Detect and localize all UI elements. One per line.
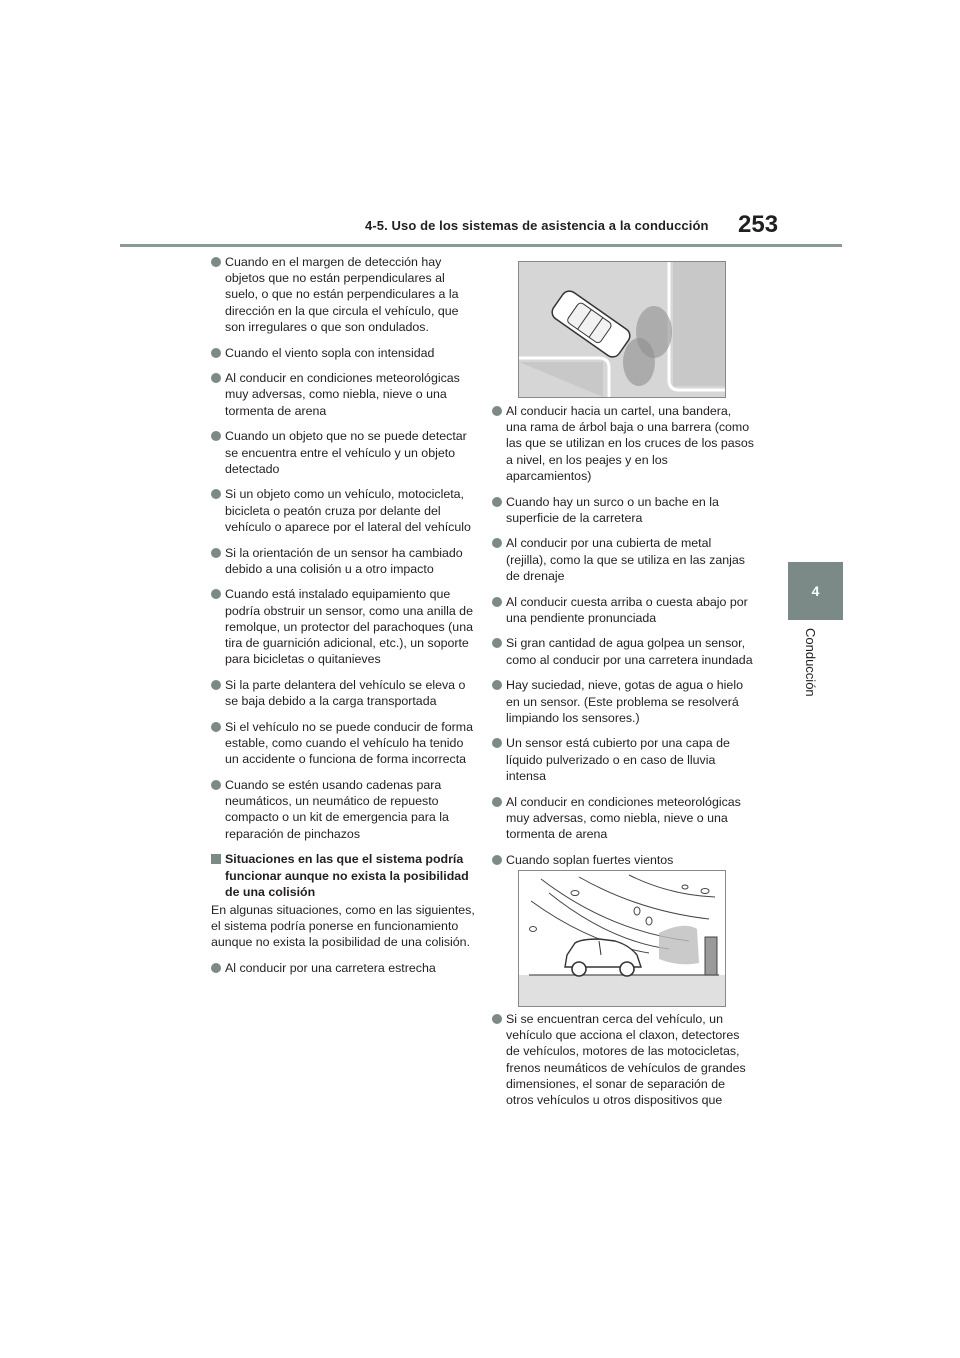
- chapter-tab[interactable]: [788, 562, 843, 620]
- square-bullet-icon: [211, 854, 221, 864]
- wind-car-icon: [519, 871, 725, 1006]
- list-item: [492, 794, 754, 843]
- list-item-text: Al conducir hacia un cartel, una bandera, una rama de árbol baja o una barrera (como las que se utilizan en los cruces de los pasos a nivel, en los peajes y en los aparcamientos): [506, 404, 754, 483]
- list-item: [211, 545, 476, 577]
- narrow-road-illustration: [518, 261, 726, 398]
- list-item-text: Al conducir cuesta arriba o cuesta abajo por una pendiente pronunciada: [506, 594, 748, 625]
- right-column-bottom: [492, 1011, 754, 1118]
- section-title: 4-5. Uso de los sistemas de asistencia a la conducción: [365, 218, 709, 233]
- list-item: [492, 594, 754, 626]
- list-item: [211, 960, 476, 976]
- bullet-icon: [492, 680, 502, 690]
- list-item: [492, 1011, 754, 1108]
- bullet-icon: [211, 680, 221, 690]
- bullet-icon: [211, 963, 221, 973]
- list-item-text: Cuando se estén usando cadenas para neumáticos, un neumático de repuesto compacto o un kit de emergencia para la reparación de pinchazos: [225, 777, 449, 841]
- list-item-text: Cuando soplan fuertes vientos: [506, 852, 674, 867]
- left-column: [211, 254, 476, 985]
- list-item-text: Cuando un objeto que no se puede detectar se encuentra entre el vehículo y un objeto detectado: [225, 429, 467, 476]
- list-item: [492, 535, 754, 584]
- subheading-text: Situaciones en las que el sistema podría funcionar aunque no exista la posibilidad de una colisión: [225, 852, 469, 899]
- list-item: [492, 494, 754, 526]
- bullet-icon: [211, 722, 221, 732]
- list-item: [211, 428, 476, 477]
- right-column: [492, 403, 754, 877]
- list-item: [211, 486, 476, 535]
- list-item-text: Un sensor está cubierto por una capa de líquido pulverizado o en caso de lluvia intensa: [506, 736, 730, 783]
- bullet-icon: [211, 489, 221, 499]
- bullet-icon: [492, 738, 502, 748]
- bullet-icon: [492, 497, 502, 507]
- list-item-text: Al conducir por una cubierta de metal (rejilla), como la que se utiliza en las zanjas de drenaje: [506, 536, 745, 583]
- list-item-text: Si gran cantidad de agua golpea un sensor, como al conducir por una carretera inundada: [506, 636, 753, 667]
- narrow-road-car-icon: [519, 262, 725, 397]
- list-item: [211, 777, 476, 842]
- list-item-text: Si la orientación de un sensor ha cambiado debido a una colisión u a otro impacto: [225, 545, 463, 576]
- list-item: [492, 852, 754, 868]
- bullet-icon: [492, 1014, 502, 1024]
- bullet-icon: [492, 538, 502, 548]
- bullet-icon: [211, 348, 221, 358]
- list-item: [211, 586, 476, 667]
- list-item: [492, 677, 754, 726]
- list-item-text: Cuando hay un surco o un bache en la superficie de la carretera: [506, 494, 719, 525]
- bullet-icon: [492, 597, 502, 607]
- page-number: 253: [738, 211, 779, 238]
- chapter-number: 4: [811, 583, 820, 599]
- bullet-icon: [211, 589, 221, 599]
- bullet-icon: [492, 855, 502, 865]
- list-item: [492, 635, 754, 667]
- list-item: [211, 254, 476, 335]
- list-item-text: Cuando el viento sopla con intensidad: [225, 345, 435, 360]
- bullet-icon: [211, 373, 221, 383]
- subheading: [211, 851, 476, 900]
- chapter-label: Conducción: [803, 628, 818, 697]
- bullet-icon: [211, 780, 221, 790]
- list-item-text: Si el vehículo no se puede conducir de forma estable, como cuando el vehículo ha tenido un accidente o funciona de forma incorrecta: [225, 719, 473, 767]
- bullet-icon: [211, 431, 221, 441]
- list-item-text: Si se encuentran cerca del vehículo, un vehículo que acciona el claxon, detectores de vehículos, motores de las motocicletas, frenos neumáticos de vehículos de grandes dimensiones, el sonar de separación de otros vehículos u otros dispositivos que: [506, 1012, 746, 1108]
- bullet-icon: [492, 638, 502, 648]
- list-item-text: Si un objeto como un vehículo, motocicleta, bicicleta o peatón cruza por delante del vehículo o aparece por el lateral del vehículo: [225, 487, 471, 534]
- list-item: [211, 719, 476, 768]
- list-item: [211, 345, 476, 361]
- list-item-text: Si la parte delantera del vehículo se eleva o se baja debido a la carga transportada: [225, 677, 466, 709]
- list-item-text: Al conducir por una carretera estrecha: [225, 960, 436, 975]
- paragraph: En algunas situaciones, como en las siguientes, el sistema podría ponerse en funcionamiento aunque no exista la posibilidad de una colisión.: [211, 902, 475, 950]
- header-divider: [120, 244, 842, 247]
- bullet-icon: [492, 406, 502, 416]
- list-item-text: Hay suciedad, nieve, gotas de agua o hielo en un sensor. (Este problema se resolverá limpiando los sensores.): [506, 678, 743, 725]
- list-item: [211, 370, 476, 419]
- strong-wind-illustration: [518, 870, 726, 1007]
- list-item-text: Al conducir en condiciones meteorológicas muy adversas, como niebla, nieve o una tormenta de arena: [506, 794, 741, 841]
- bullet-icon: [211, 548, 221, 558]
- list-item-text: Al conducir en condiciones meteorológicas muy adversas, como niebla, nieve o una tormenta de arena: [225, 371, 460, 418]
- list-item: [492, 735, 754, 784]
- list-item-text: Cuando en el margen de detección hay objetos que no están perpendiculares al suelo, o que no están perpendiculares a la dirección en la que circula el vehículo, que son irregulares o que son ondulados.: [225, 255, 459, 334]
- list-item: [211, 677, 476, 709]
- list-item: [492, 403, 754, 484]
- list-item-text: Cuando está instalado equipamiento que podría obstruir un sensor, como una anilla de remolque, un protector del parachoques (una tira de guarnición adicional, etc.), un soporte para bicicletas o quitanieves: [225, 587, 473, 667]
- bullet-icon: [492, 797, 502, 807]
- bullet-icon: [211, 257, 221, 267]
